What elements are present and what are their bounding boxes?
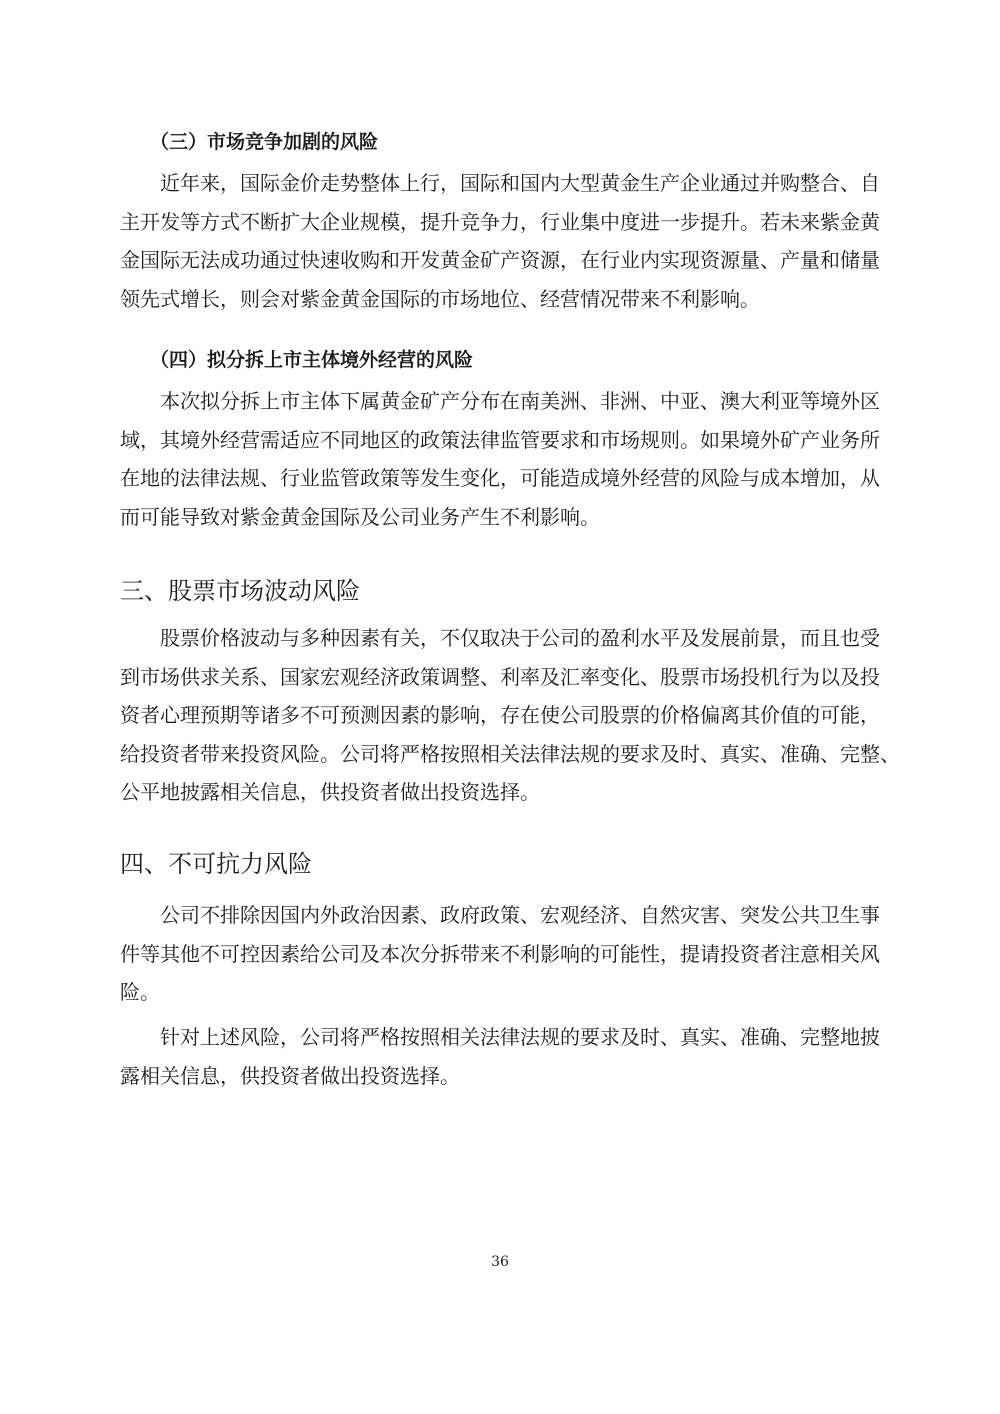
text-line: 给投资者带来投资风险。公司将严格按照相关法律法规的要求及时、真实、准确、完整、 — [120, 741, 900, 766]
page-number: 36 — [491, 1254, 509, 1270]
text-line: 股票价格波动与多种因素有关，不仅取决于公司的盈利水平及发展前景，而且也受 — [160, 626, 880, 650]
text-line: 域，其境外经营需适应不同地区的政策法律监管要求和市场规则。如果境外矿产业务所 — [120, 427, 880, 452]
text-line: 到市场供求关系、国家宏观经济政策调整、利率及汇率变化、股票市场投机行为以及投 — [120, 664, 880, 689]
text-line: 而可能导致对紫金黄金国际及公司业务产生不利影响。 — [120, 504, 600, 529]
text-line: 公司不排除因国内外政治因素、政府政策、宏观经济、自然灾害、突发公共卫生事 — [160, 903, 880, 927]
text-line: 近年来，国际金价走势整体上行，国际和国内大型黄金生产企业通过并购整合、自 — [160, 171, 880, 195]
text-line: 露相关信息，供投资者做出投资选择。 — [120, 1063, 460, 1088]
text-line: 金国际无法成功通过快速收购和开发黄金矿产资源，在行业内实现资源量、产量和储量 — [120, 248, 880, 272]
text-line: 公平地披露相关信息，供投资者做出投资选择。 — [120, 780, 540, 804]
subsection-heading: （四）拟分拆上市主体境外经营的风险 — [150, 349, 474, 371]
subsection-heading: （三）市场竞争加剧的风险 — [150, 131, 379, 153]
paragraph — [120, 382, 880, 536]
text-line: 在地的法律法规、行业监管政策等发生变化，可能造成境外经营的风险与成本增加，从 — [120, 466, 880, 490]
paragraph — [120, 164, 880, 318]
text-line: 资者心理预期等诸多不可预测因素的影响，存在使公司股票的价格偏离其价值的可能， — [120, 703, 880, 727]
text-line: 件等其他不可控因素给公司及本次分拆带来不利影响的可能性，提请投资者注意相关风 — [120, 941, 880, 966]
text-line: 本次拟分拆上市主体下属黄金矿产分布在南美洲、非洲、中亚、澳大利亚等境外区 — [160, 389, 880, 413]
text-line: 主开发等方式不断扩大企业规模，提升竞争力，行业集中度进一步提升。若未来紫金黄 — [120, 209, 880, 234]
paragraph — [120, 1018, 880, 1095]
section-heading: 四、不可抗力风险 — [120, 850, 312, 878]
text-line: 针对上述风险，公司将严格按照相关法律法规的要求及时、真实、准确、完整地披 — [160, 1025, 880, 1049]
paragraph — [120, 619, 900, 812]
text-line: 险。 — [120, 980, 160, 1004]
section-heading: 三、股票市场波动风险 — [120, 577, 360, 605]
text-line: 领先式增长，则会对紫金黄金国际的市场地位、经营情况带来不利影响。 — [120, 286, 760, 311]
paragraph — [120, 896, 880, 1012]
